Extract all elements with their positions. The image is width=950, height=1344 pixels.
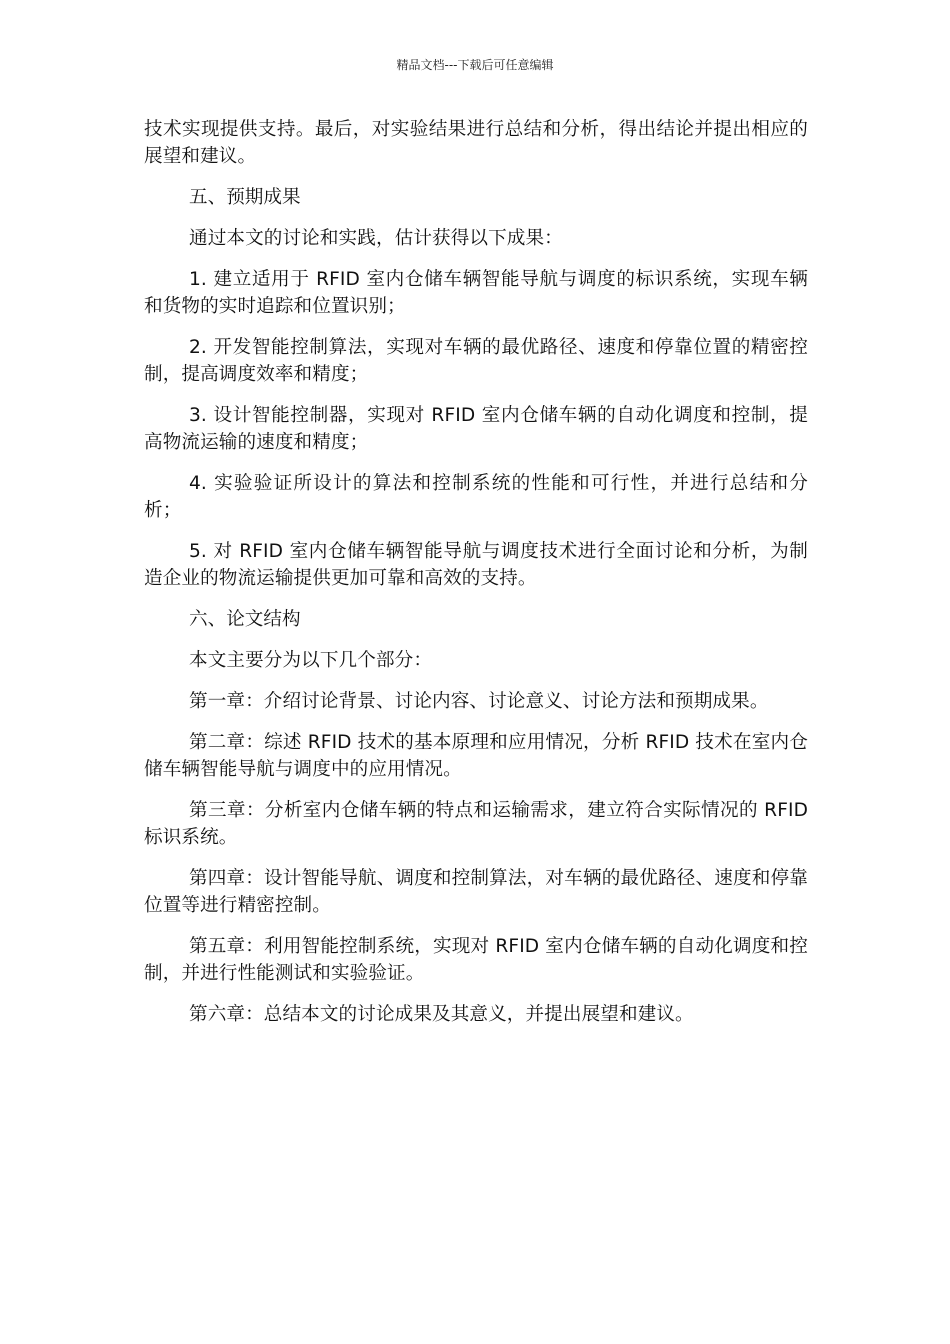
section-heading-thesis-structure: 六、论文结构 <box>189 609 301 630</box>
chapter-item-2: 第二章：综述 RFID 技术的基本原理和应用情况，分析 RFID 技术在室内仓储车辆智能导航与调度中的应用情况。 <box>144 732 808 780</box>
document-body <box>144 116 808 1042</box>
chapter-item-3: 第三章：分析室内仓储车辆的特点和运输需求，建立符合实际情况的 RFID 标识系统。 <box>144 800 808 848</box>
paragraph-continuation: 技术实现提供支持。最后，对实验结果进行总结和分析，得出结论并提出相应的展望和建议。 <box>144 119 808 167</box>
list-item-result-3: 3. 设计智能控制器，实现对 RFID 室内仓储车辆的自动化调度和控制，提高物流运输的速度和精度； <box>144 405 808 453</box>
list-item-result-5: 5. 对 RFID 室内仓储车辆智能导航与调度技术进行全面讨论和分析，为制造企业的物流运输提供更加可靠和高效的支持。 <box>144 541 808 589</box>
section-heading-expected-results: 五、预期成果 <box>189 187 301 208</box>
list-item-result-1: 1. 建立适用于 RFID 室内仓储车辆智能导航与调度的标识系统，实现车辆和货物的实时追踪和位置识别； <box>144 269 808 317</box>
list-item-result-2: 2. 开发智能控制算法，实现对车辆的最优路径、速度和停靠位置的精密控制，提高调度效率和精度； <box>144 337 808 385</box>
list-item-result-4: 4. 实验验证所设计的算法和控制系统的性能和可行性，并进行总结和分析； <box>144 473 808 521</box>
paragraph-intro-results: 通过本文的讨论和实践，估计获得以下成果： <box>189 228 563 249</box>
page-header: 精品文档---下载后可任意编辑 <box>396 58 554 72</box>
chapter-item-5: 第五章：利用智能控制系统，实现对 RFID 室内仓储车辆的自动化调度和控制，并进行性能测试和实验验证。 <box>144 936 808 984</box>
paragraph-intro-structure: 本文主要分为以下几个部分： <box>189 650 433 671</box>
chapter-item-6: 第六章：总结本文的讨论成果及其意义，并提出展望和建议。 <box>189 1004 694 1025</box>
chapter-item-4: 第四章：设计智能导航、调度和控制算法，对车辆的最优路径、速度和停靠位置等进行精密控制。 <box>144 868 808 916</box>
chapter-item-1: 第一章：介绍讨论背景、讨论内容、讨论意义、讨论方法和预期成果。 <box>189 691 769 712</box>
